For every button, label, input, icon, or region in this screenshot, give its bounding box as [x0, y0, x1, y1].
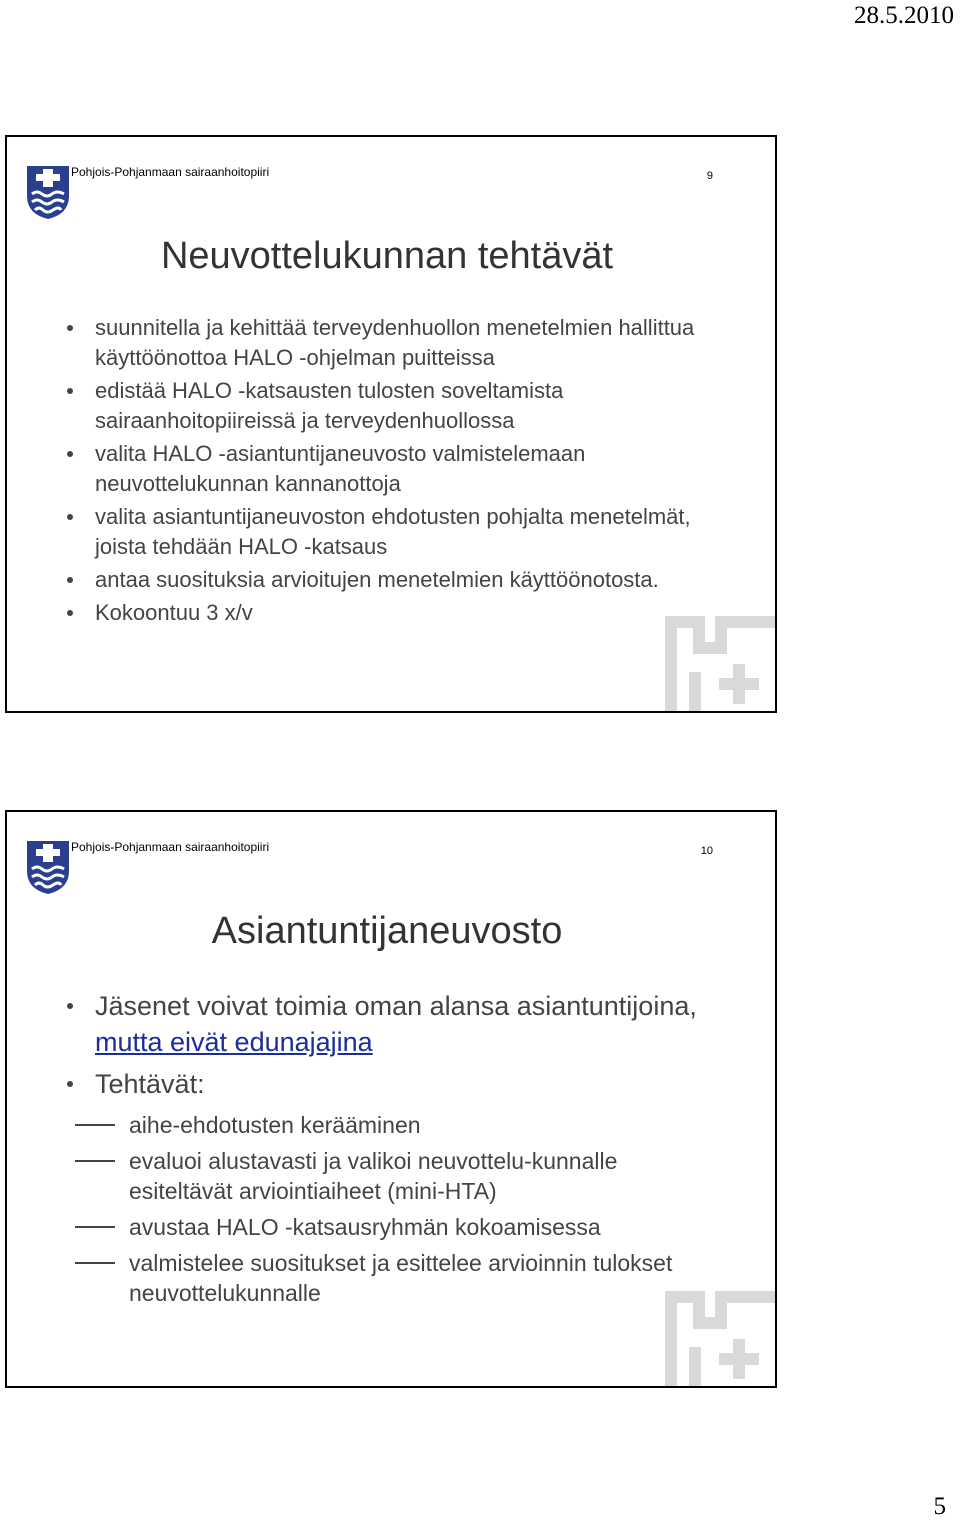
sub-list-item: aihe-ehdotusten kerääminen: [67, 1110, 707, 1140]
bullet-dot-icon: [67, 325, 73, 331]
sub-list: [67, 1110, 707, 1308]
list-item: suunnitella ja kehittää terveydenhuollon menetelmien hallittua käyttöönottoa HALO -ohjelman puitteissa: [67, 313, 707, 373]
dash-icon: [75, 1124, 115, 1126]
document-date: 28.5.2010: [854, 2, 954, 29]
slide-title: Neuvottelukunnan tehtävät: [160, 235, 614, 277]
slide-number: 9: [706, 170, 713, 182]
bullet-list: [67, 988, 707, 1314]
bullet-dot-icon: [67, 577, 73, 583]
bullet-dot-icon: [67, 514, 73, 520]
dash-icon: [75, 1226, 115, 1228]
organization-name: Pohjois-Pohjanmaan sairaanhoitopiiri: [71, 165, 270, 179]
slide-9: [5, 135, 777, 713]
bullet-dot-icon: [67, 1003, 73, 1009]
dash-icon: [75, 1262, 115, 1264]
page-number: 5: [933, 1493, 946, 1520]
watermark-cross-icon: [665, 616, 775, 711]
coat-of-arms-logo-icon: [25, 164, 71, 220]
dash-icon: [75, 1160, 115, 1162]
list-item: Tehtävät: aihe-ehdotusten kerääminen evaluoi alustavasti ja valikoi neuvottelu-kunnalle esiteltävät arviointiaiheet (mini-HTA) avustaa HALO -katsausryhmän kokoamisessa valmistelee suositukset ja esittelee arvioinnin tulokset neuvottelukunnalle: [67, 1066, 707, 1308]
sub-list-item: valmistelee suositukset ja esittelee arvioinnin tulokset neuvottelukunnalle: [67, 1248, 707, 1308]
bullet-dot-icon: [67, 388, 73, 394]
list-item: valita asiantuntijaneuvoston ehdotusten pohjalta menetelmät, joista tehdään HALO -katsaus: [67, 502, 707, 562]
bullet-dot-icon: [67, 451, 73, 457]
emphasis-link[interactable]: mutta eivät edunajajina: [95, 1027, 373, 1057]
bullet-dot-icon: [67, 1081, 73, 1087]
slide-10: [5, 810, 777, 1388]
slide-number: 10: [700, 845, 713, 857]
organization-name: Pohjois-Pohjanmaan sairaanhoitopiiri: [71, 840, 270, 854]
bullet-dot-icon: [67, 610, 73, 616]
list-item: valita HALO -asiantuntijaneuvosto valmistelemaan neuvottelukunnan kannanottoja: [67, 439, 707, 499]
list-item: antaa suosituksia arvioitujen menetelmien käyttöönotosta.: [67, 565, 707, 595]
watermark-cross-icon: [665, 1291, 775, 1386]
slide-title: Asiantuntijaneuvosto: [211, 910, 563, 952]
list-item: Jäsenet voivat toimia oman alansa asiantuntijoina, mutta eivät edunajajina: [67, 988, 707, 1060]
sub-list-item: avustaa HALO -katsausryhmän kokoamisessa: [67, 1212, 707, 1242]
bullet-list: [67, 313, 707, 631]
coat-of-arms-logo-icon: [25, 839, 71, 895]
list-item: Kokoontuu 3 x/v: [67, 598, 707, 628]
sub-list-item: evaluoi alustavasti ja valikoi neuvottelu-kunnalle esiteltävät arviointiaiheet (mini-HTA): [67, 1146, 707, 1206]
list-item: edistää HALO -katsausten tulosten soveltamista sairaanhoitopiireissä ja terveydenhuollossa: [67, 376, 707, 436]
